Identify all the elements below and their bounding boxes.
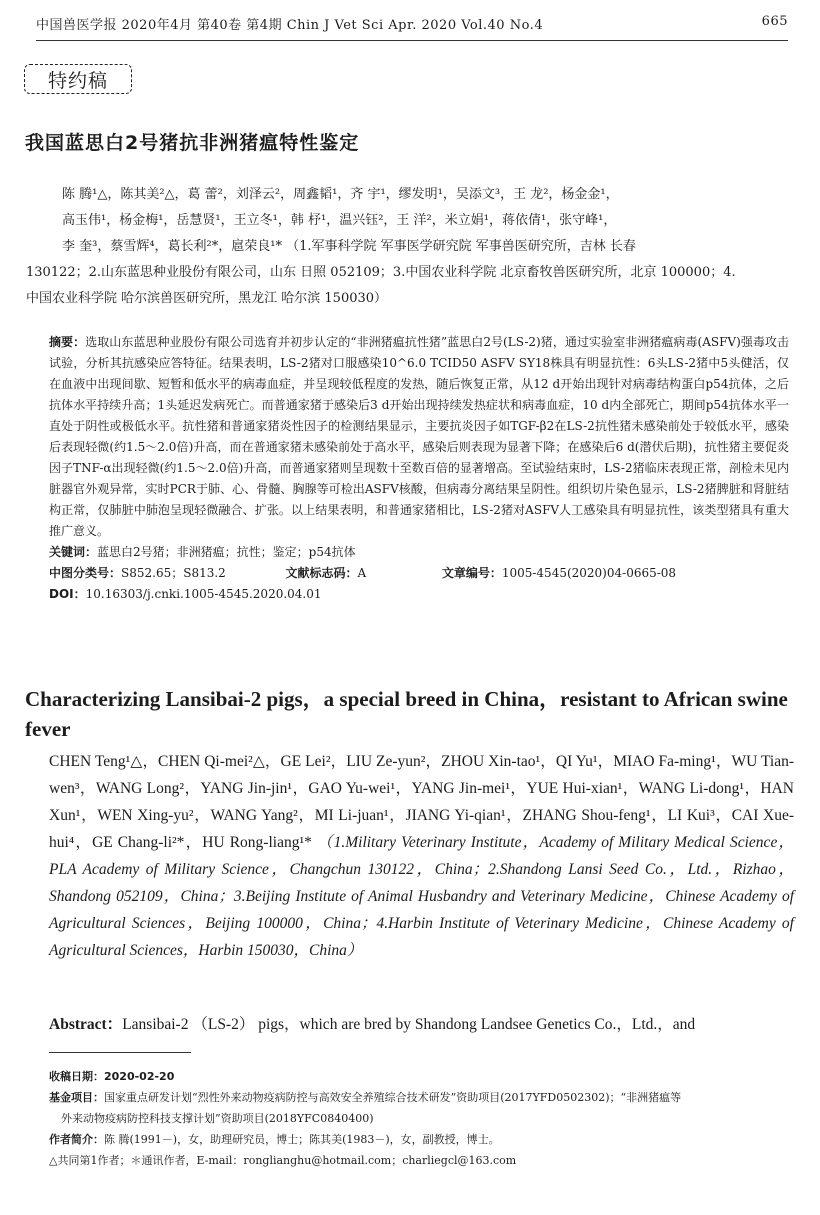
page-number: 665 [761, 14, 788, 29]
clc-label: 中图分类号： [49, 566, 122, 580]
running-header [36, 14, 788, 33]
author-bio-label: 作者简介： [49, 1133, 104, 1146]
chinese-abstract [49, 332, 789, 605]
doc-code-label: 文献标志码： [285, 566, 358, 580]
special-article-badge: 特约稿 [24, 64, 132, 94]
doc-code-value: A [357, 566, 367, 580]
clc-value: S852.65；S813.2 [121, 566, 226, 580]
english-affiliations: （1.Military Veterinary Institute，Academy of Military Medical Science，PLA Academy of Military Science，Changchun 130122，China；2.Shandong Lansi Seed Co.，Ltd.，Rizhao，Shandong 052109，China；3.Beijing Institute of Animal Husbandry and Veterinary Medicine，Chinese Academy of Agricultural Sciences，Beijing 100000，China；4.Harbin Institute of Veterinary Medicine，Chinese Academy of Agricultural Sciences，Harbin 150030，China） [49, 834, 794, 959]
footnotes [49, 1066, 794, 1171]
english-abstract [49, 1012, 794, 1034]
author-bio [49, 1129, 794, 1150]
english-authors [49, 748, 794, 964]
author-names: CHEN Teng¹△，CHEN Qi-mei²△，GE Lei²，LIU Ze-yun²，ZHOU Xin-tao¹，QI Yu¹，MIAO Fa-ming¹，WU Tian-wen³，WANG Long²，YANG Jin-jin¹，GAO Yu-wei¹，YANG Jin-mei¹，YUE Hui-xian¹，WANG Li-dong¹，HAN Xun¹，WEN Xing-yu²，WANG Yang²，MI Li-juan¹，JIANG Yi-qian¹，ZHANG Shou-feng¹，LI Kui³，CAI Xue-hui⁴，GE Chang-li²*，HU Rong-liang¹* [49, 753, 794, 851]
footnote-rule [49, 1052, 191, 1053]
chinese-authors [26, 182, 792, 312]
funding-text: 国家重点研发计划“烈性外来动物疫病防控与高效安全养殖综合技术研发”资助项目(2017YFD0502302)；“非洲猪瘟等 [104, 1091, 682, 1104]
doi-label: DOI： [49, 587, 86, 601]
author-line: 高玉伟¹，杨金梅¹，岳慧贤¹，王立冬¹，韩 杼¹，温兴钰²，王 洋²，米立娟¹，蒋依倩¹，张守峰¹， [62, 213, 617, 228]
author-line: 陈 腾¹△，陈其美²△，葛 蕾²，刘泽云²，周鑫韬¹，齐 宇¹，缪发明¹，吴添文³，王 龙²，杨金金¹， [62, 187, 619, 202]
affiliation-line: 中国农业科学院 哈尔滨兽医研究所，黑龙江 哈尔滨 150030） [26, 291, 388, 306]
article-number-label: 文章编号： [441, 566, 502, 580]
doi-row [49, 584, 789, 605]
doi-value: 10.16303/j.cnki.1005-4545.2020.04.01 [85, 587, 322, 601]
author-line: 李 奎³，蔡雪辉⁴，葛长利²*，扈荣良¹* （1.军事科学院 军事医学研究院 军事兽医研究所，吉林 长春 [62, 239, 636, 254]
keywords-label: 关键词： [49, 545, 98, 559]
english-abstract-text: Lansibai-2 （LS-2） pigs，which are bred by Shandong Landsee Genetics Co.，Ltd.，and [122, 1016, 696, 1033]
header-rule [36, 40, 788, 41]
journal-citation: 中国兽医学报 2020年4月 第40卷 第4期 Chin J Vet Sci Apr. 2020 Vol.40 No.4 [36, 18, 544, 33]
english-abstract-label: Abstract： [49, 1016, 123, 1033]
corresponding-author: △共同第1作者；＊通讯作者，E-mail：ronglianghu@hotmail.com；charliegcl@163.com [49, 1154, 517, 1167]
funding [49, 1087, 794, 1108]
abstract-label: 摘要： [49, 335, 86, 349]
classification-row [49, 563, 789, 584]
article-number-value: 1005-4545(2020)04-0665-08 [501, 566, 677, 580]
affiliation-line: 130122；2.山东蓝思种业股份有限公司，山东 日照 052109；3.中国农业科学院 北京畜牧兽医研究所，北京 100000；4. [26, 265, 736, 280]
received-date: 收稿日期：2020-02-20 [49, 1070, 175, 1083]
english-title: Characterizing Lansibai-2 pigs，a special breed in China，resistant to African swine fever [25, 687, 788, 741]
author-bio-text: 陈 腾(1991－)，女，助理研究员，博士；陈其美(1983－)，女，副教授，博士。 [104, 1133, 500, 1146]
abstract-text: 选取山东蓝思种业股份有限公司选育并初步认定的“非洲猪瘟抗性猪”蓝思白2号(LS-2)猪，通过实验室非洲猪瘟病毒(ASFV)强毒攻击试验，分析其抗感染应答特征。结果表明，LS-2猪对口服感染10^6.0 TCID50 ASFV SY18株具有明显抗性：6头LS-2猪中5头健活，仅在血液中出现间歇、短暂和低水平的病毒血症，并呈现较低程度的发热，随后恢复正常，从12 d开始出现针对病毒结构蛋白p54抗体，之后抗体水平持续升高；1头延迟发病死亡。而普通家猪于感染后3 d开始出现持续发热症状和病毒血症，10 d内全部死亡，期间p54抗体水平一直处于阴性或极低水平。抗性猪和普通家猪炎性因子的检测结果显示，主要抗炎因子如TGF-β2在LS-2抗性猪未感染前处于较低水平，感染后表现轻微(约1.5～2.0倍)升高，而在普通家猪未感染前处于高水平，感染后则表现为显著下降；在感染后6 d(潜伏后期)，抗性猪主要促炎因子TNF-α出现轻微(约1.5～2.0倍)升高，而普通家猪则呈现数十至数百倍的显著增高。至试验结束时，LS-2猪临床表现正常，剖检未见内脏器官外观异常，实时PCR于肺、心、骨髓、胸腺等可检出ASFV核酸，但病毒分离结果呈阴性。组织切片染色显示，LS-2猪脾脏和肾脏结构正常，仅肺脏中肺泡呈现轻微融合、扩张。以上结果表明，和普通家猪相比，LS-2猪对ASFV人工感染具有明显抗性，该类型猪具有重大推广意义。 [49, 335, 789, 538]
funding-continued: 外来动物疫病防控科技支撑计划”资助项目(2018YFC0840400) [61, 1112, 374, 1125]
chinese-title: 我国蓝思白2号猪抗非洲猪瘟特性鉴定 [25, 132, 360, 154]
keywords-text: 蓝思白2号猪；非洲猪瘟；抗性；鉴定；p54抗体 [97, 545, 356, 559]
funding-label: 基金项目： [49, 1091, 104, 1104]
